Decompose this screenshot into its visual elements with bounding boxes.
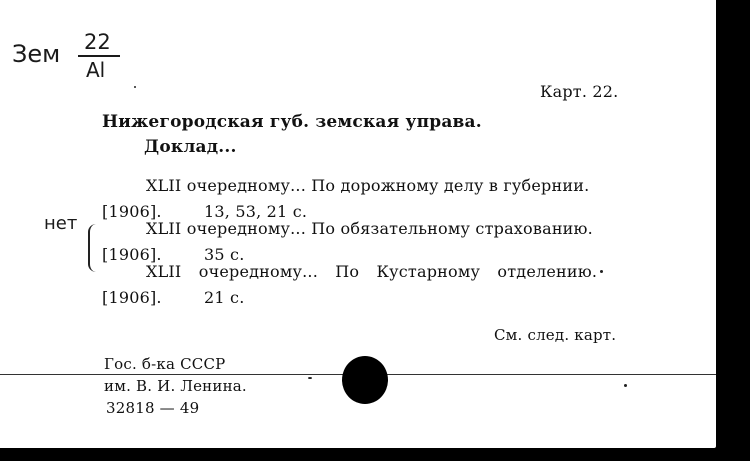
handwritten-margin-note: нет — [44, 213, 78, 234]
entry-2-title: XLII очередному... По обязательному страхованию. — [146, 219, 593, 238]
entry-3-pages: 21 с. — [204, 288, 245, 307]
card-heading: Нижегородская губ. земская управа. — [102, 112, 482, 132]
entry-1-title: XLII очередному... По дорожному делу в губернии. — [146, 176, 590, 195]
handwritten-fund-prefix: Зем — [12, 40, 61, 68]
punch-hole — [342, 356, 388, 404]
see-next-card: См. след. карт. — [494, 326, 617, 344]
library-line-2: им. В. И. Ленина. — [104, 377, 247, 395]
entry-1-pages: 13, 53, 21 с. — [204, 202, 308, 221]
entry-3-year: [1906]. — [102, 288, 162, 307]
card-number: Карт. 22. — [540, 82, 619, 101]
entry-2-pages: 35 с. — [204, 245, 245, 264]
entry-1-year: [1906]. — [102, 202, 162, 221]
speck — [624, 384, 627, 387]
card-subheading: Доклад... — [144, 137, 237, 157]
entry-2-year: [1906]. — [102, 245, 162, 264]
speck — [134, 86, 136, 88]
speck — [308, 377, 312, 379]
entry-3-title: XLII очередному... По Кустарному отделению. — [146, 262, 598, 281]
library-line-1: Гос. б-ка СССР — [104, 355, 226, 373]
speck — [600, 270, 603, 273]
fraction-bar — [78, 55, 120, 57]
handwritten-fraction-numerator: 22 — [84, 30, 111, 54]
handwritten-fraction-denominator: Al — [86, 58, 106, 82]
handwritten-brace — [88, 224, 98, 272]
print-code: 32818 — 49 — [106, 399, 200, 417]
